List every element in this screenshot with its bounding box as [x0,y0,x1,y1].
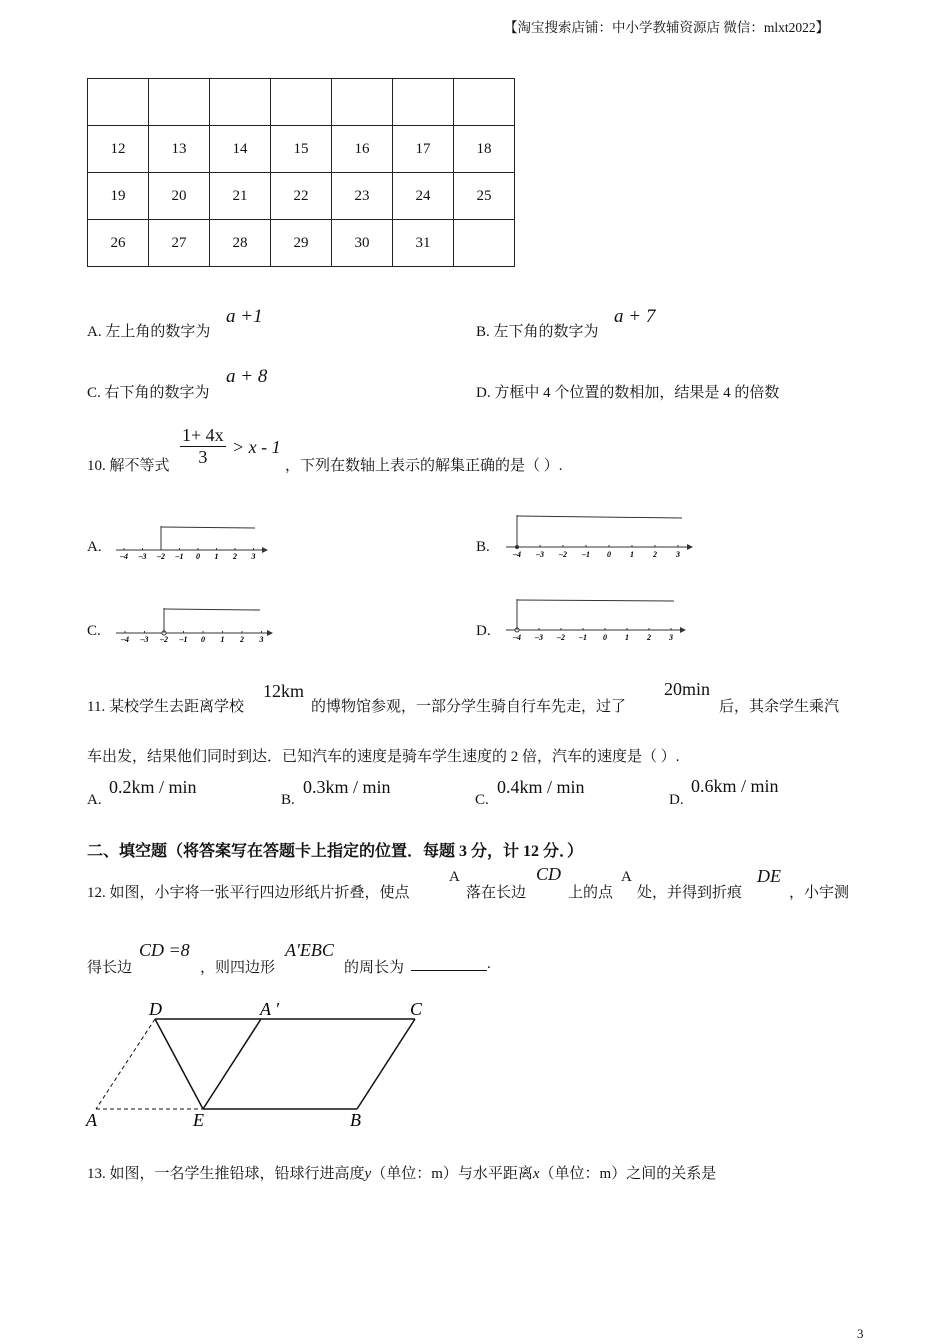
parallelogram-figure [80,995,440,1135]
q9-option-c-math: a + 8 [226,366,268,387]
page-number: 3 [857,1326,864,1341]
axis-tick-label: –4 [121,635,129,644]
page-header: 【淘宝搜索店铺：中小学教辅资源店 微信：mlxt2022】 [504,20,830,35]
table-cell [454,79,515,126]
q11-option-c: C. [475,792,489,808]
axis-tick-label: –1 [179,635,188,644]
q11-option-a-value: 0.2km / min [109,777,197,797]
q12-line2-b: ，则四边形 [200,960,276,976]
q13-x: x [532,1166,540,1182]
number-line-b [502,510,697,564]
q10-option-d-label: D. [476,623,491,639]
table-cell: 28 [210,220,271,267]
table-cell [88,79,149,126]
axis-tick-label: –2 [157,552,165,561]
axis-tick-label: 0 [196,552,200,561]
q10-suffix: ，下列在数轴上表示的解集正确的是（ ）. [285,458,563,474]
axis-tick-label: –1 [579,633,587,642]
q10-option-c-label: C. [87,623,101,639]
axis-tick-label: –1 [582,550,590,559]
table-cell: 31 [393,220,454,267]
table-cell: 23 [332,173,393,220]
table-cell: 24 [393,173,454,220]
q9-option-a [87,320,210,341]
table-cell: 25 [454,173,515,220]
table-row [88,173,515,220]
table-cell: 14 [210,126,271,173]
axis-tick-label: –3 [535,633,543,642]
q13-text-c: （单位：m）之间的关系是 [539,1166,717,1182]
axis-tick-label: 0 [603,633,607,642]
section-title: 二、填空题（将答案写在答题卡上指定的位置．每题 3 分，计 12 分．） [87,843,584,860]
label-c: C [410,999,423,1019]
fraction-numerator: 1+ 4x [182,425,224,445]
q13-text-b: （单位：m）与水平距离 [371,1166,533,1182]
axis-tick-label: –3 [138,552,147,561]
q12-text-3: 上的点 [568,885,614,901]
q11-time: 20min [664,679,711,699]
q13-text [87,1162,716,1183]
q12-text-1: 12. 如图，小宇将一张平行四边形纸片折叠，使点 [87,885,410,901]
axis-tick-label: 1 [214,552,219,561]
q12-line2-c: 的周长为 [344,960,405,976]
table-cell: 21 [210,173,271,220]
q9-option-c [87,381,210,402]
option-label: B. 左下角的数字为 [476,324,599,340]
q11-line1-c: 后，其余学生乘汽 [719,699,840,715]
q12-point-a2: A [621,869,632,885]
table-cell: 22 [271,173,332,220]
q12-text-4: 处，并得到折痕 [637,885,743,901]
q12-text-5: ，小宇测 [789,885,850,901]
q12-text-2: 落在长边 [466,885,527,901]
q9-option-b [476,320,599,341]
q10-fraction [180,425,226,468]
axis-tick-label: 2 [233,552,237,561]
axis-tick-label: 3 [251,552,256,561]
table-cell: 12 [88,126,149,173]
axis-tick-label: –4 [120,552,128,561]
q11-option-d-value: 0.6km / min [691,776,779,796]
table-row [88,220,515,267]
table-cell: 26 [88,220,149,267]
axis-tick-label: 3 [669,633,673,642]
axis-tick-label: –2 [160,635,168,644]
q9-option-a-math: a +1 [226,306,263,327]
q13-text-a: 13. 如图，一名学生推铅球，铅球行进高度 [87,1166,365,1182]
number-line-c [112,602,277,646]
q11-option-d: D. [669,792,684,808]
table-cell [393,79,454,126]
q10-prefix: 10. 解不等式 [87,458,170,474]
axis-tick-label: –2 [557,633,565,642]
q12-quad: A′EBC [285,940,334,960]
table-cell [210,79,271,126]
q11-option-a: A. [87,792,102,808]
axis-tick-label: –1 [175,552,184,561]
q13-y: y [364,1166,372,1182]
option-label: C. 右下角的数字为 [87,385,210,401]
q9-option-b-math: a + 7 [614,306,656,327]
q10-option-b-label: B. [476,539,490,555]
q11-option-b-value: 0.3km / min [303,777,391,797]
axis-tick-label: 2 [240,635,244,644]
axis-tick-label: 1 [220,635,225,644]
axis-tick-label: 2 [653,550,657,559]
table-cell [454,220,515,267]
q11-option-c-value: 0.4km / min [497,777,585,797]
answer-blank[interactable] [411,956,487,971]
q11-distance: 12km [263,681,305,701]
q11-line1-a: 11. 某校学生去距离学校 [87,699,244,715]
label-a-prime: A ′ [260,999,280,1019]
label-b: B [350,1110,361,1130]
table-cell: 29 [271,220,332,267]
label-e: E [193,1110,204,1130]
axis-tick-label: 0 [201,635,205,644]
q12-line2-a: 得长边 [87,960,133,976]
q10-rhs: > x - 1 [232,437,281,457]
q11-option-b: B. [281,792,295,808]
table-cell: 16 [332,126,393,173]
q9-option-d: D. 方框中 4 个位置的数相加，结果是 4 的倍数 [476,385,780,401]
calendar-table [87,78,515,267]
table-cell: 15 [271,126,332,173]
axis-tick-label: 3 [259,635,264,644]
number-line-a [112,520,272,564]
table-row [88,126,515,173]
table-cell [332,79,393,126]
q11-line2: 车出发，结果他们同时到达．已知汽车的速度是骑车学生速度的 2 倍，汽车的速度是（ ）. [87,749,680,765]
q11-line1-b: 的博物馆参观，一部分学生骑自行车先走，过了 [311,699,627,715]
table-cell: 17 [393,126,454,173]
table-cell: 18 [454,126,515,173]
option-label: A. 左上角的数字为 [87,324,211,340]
axis-tick-label: 1 [625,633,629,642]
table-row [88,79,515,126]
label-a: A [86,1110,97,1130]
axis-tick-label: –4 [513,633,521,642]
table-cell: 27 [149,220,210,267]
axis-tick-label: 1 [630,550,634,559]
axis-tick-label: 2 [647,633,651,642]
q12-end: . [487,956,491,972]
q12-de: DE [757,866,781,886]
table-cell: 30 [332,220,393,267]
axis-tick-label: –2 [559,550,567,559]
q12-point-a: A [449,869,460,885]
axis-tick-label: –4 [513,550,521,559]
table-cell: 13 [149,126,210,173]
axis-tick-label: 3 [676,550,680,559]
q12-cd8: CD =8 [139,940,190,960]
table-cell: 19 [88,173,149,220]
label-d: D [149,999,162,1019]
q10-option-a-label: A. [87,539,102,555]
number-line-d [502,595,692,645]
table-cell: 20 [149,173,210,220]
axis-tick-label: –3 [140,635,149,644]
axis-tick-label: 0 [607,550,611,559]
q12-cd: CD [536,864,562,884]
fraction-denominator: 3 [198,447,208,467]
axis-tick-label: –3 [536,550,544,559]
table-cell [271,79,332,126]
table-cell [149,79,210,126]
